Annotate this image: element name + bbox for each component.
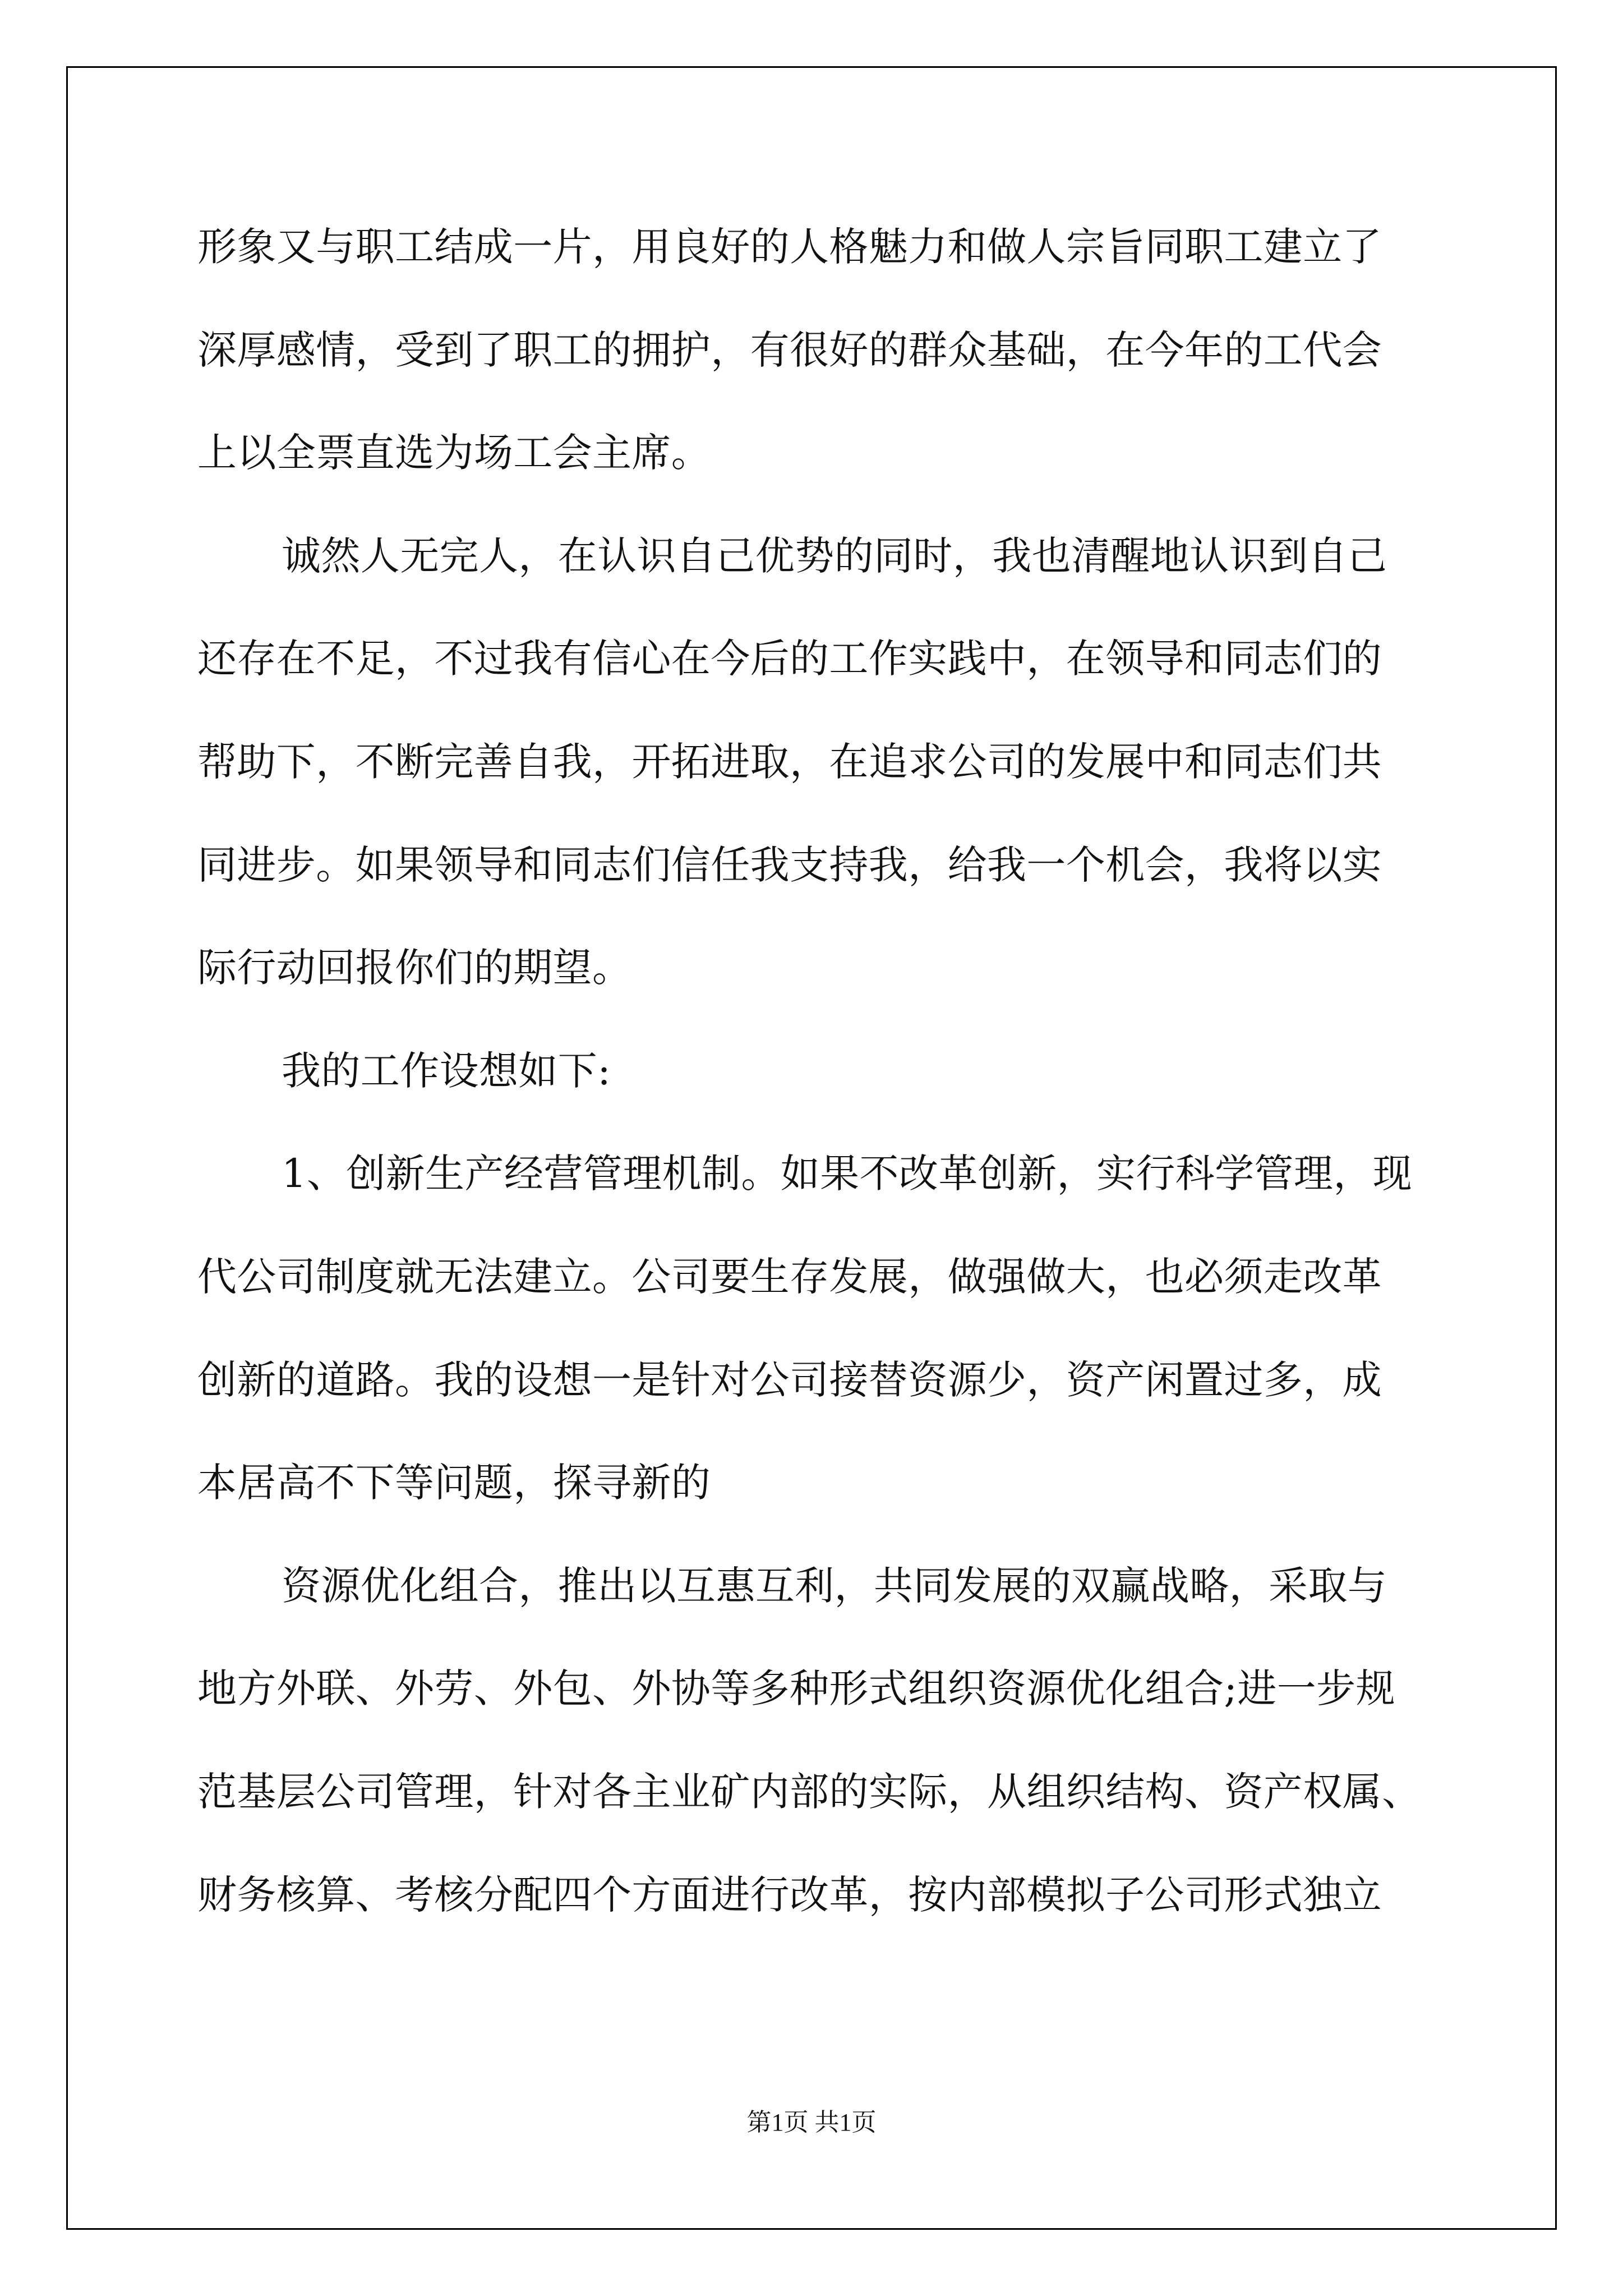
body-line: 诚然人无完人，在认识自己优势的同时，我也清醒地认识到自己 <box>282 533 1387 579</box>
body-line: 还存在不足，不过我有信心在今后的工作实践中，在领导和同志们的 <box>197 636 1382 682</box>
body-line: 1、创新生产经营管理机制。如果不改革创新，实行科学管理，现 <box>282 1151 1413 1197</box>
page-footer: 第1页 共1页 <box>746 2109 877 2136</box>
body-line: 创新的道路。我的设想一是针对公司接替资源少，资产闲置过多，成 <box>197 1357 1382 1403</box>
body-line: 同进步。如果领导和同志们信任我支持我，给我一个机会，我将以实 <box>197 842 1382 888</box>
body-line: 深厚感情，受到了职工的拥护，有很好的群众基础，在今年的工代会 <box>197 327 1382 373</box>
body-line: 代公司制度就无法建立。公司要生存发展，做强做大，也必须走改革 <box>197 1254 1382 1300</box>
body-line: 地方外联、外劳、外包、外协等多种形式组织资源优化组合;进一步规 <box>197 1665 1395 1711</box>
body-line: 上以全票直选为场工会主席。 <box>197 430 711 476</box>
body-line: 资源优化组合，推出以互惠互利，共同发展的双赢战略，采取与 <box>282 1563 1387 1609</box>
body-line: 我的工作设想如下: <box>282 1048 611 1094</box>
body-line: 财务核算、考核分配四个方面进行改革，按内部模拟子公司形式独立 <box>197 1872 1382 1918</box>
body-line: 际行动回报你们的期望。 <box>197 945 632 991</box>
body-line: 本居高不下等问题，探寻新的 <box>197 1460 711 1506</box>
body-line: 形象又与职工结成一片，用良好的人格魅力和做人宗旨同职工建立了 <box>197 224 1382 270</box>
body-line: 范基层公司管理，针对各主业矿内部的实际，从组织结构、资产权属、 <box>197 1769 1422 1815</box>
body-line: 帮助下，不断完善自我，开拓进取，在追求公司的发展中和同志们共 <box>197 739 1382 785</box>
